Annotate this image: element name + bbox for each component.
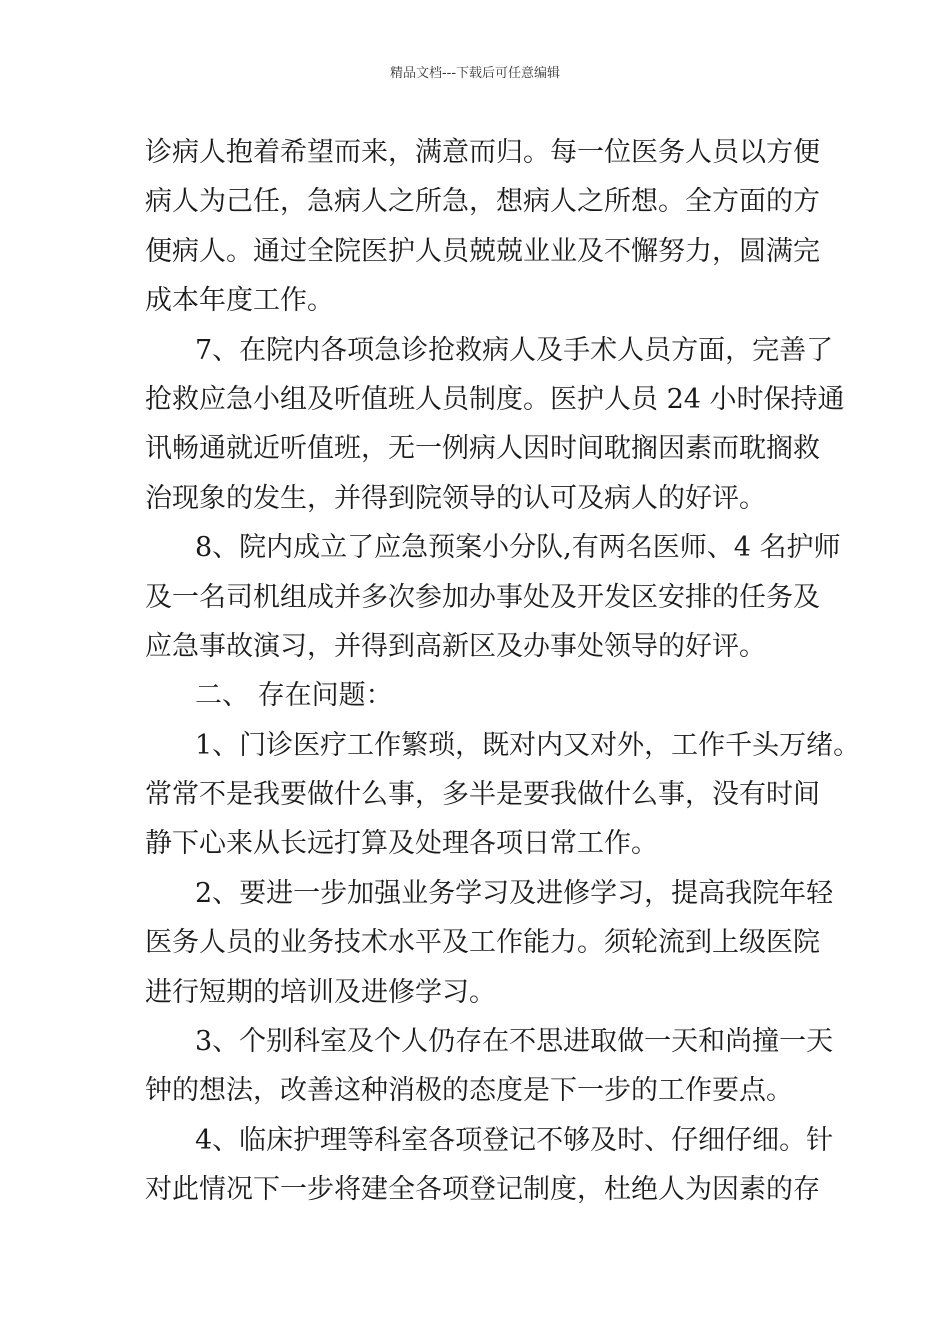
paragraph bbox=[145, 721, 861, 869]
text-line: 医务人员的业务技术水平及工作能力。须轮流到上级医院 bbox=[145, 927, 820, 959]
text-line: 应急事故演习，并得到高新区及办事处领导的好评。 bbox=[145, 630, 766, 662]
text-line: 进行短期的培训及进修学习。 bbox=[145, 976, 496, 1008]
text-line: 二、 存在问题： bbox=[195, 680, 393, 712]
text-line: 常常不是我要做什么事，多半是要我做什么事，没有时间 bbox=[145, 779, 820, 811]
text-line: 成本年度工作。 bbox=[145, 285, 334, 317]
paragraph bbox=[145, 1017, 834, 1116]
text-line: 诊病人抱着希望而来，满意而归。每一位医务人员以方便 bbox=[145, 137, 820, 168]
text-line: 抢救应急小组及听值班人员制度。医护人员 24 小时保持通 bbox=[145, 383, 845, 415]
text-line: 对此情况下一步将建全各项登记制度，杜绝人为因素的存 bbox=[145, 1174, 820, 1206]
paragraph bbox=[145, 869, 834, 1017]
paragraph bbox=[145, 326, 845, 524]
paragraph bbox=[145, 523, 841, 671]
text-line: 钟的想法，改善这种消极的态度是下一步的工作要点。 bbox=[145, 1075, 793, 1107]
paragraph bbox=[145, 128, 820, 326]
text-line: 病人为己任，急病人之所急，想病人之所想。全方面的方 bbox=[145, 186, 820, 218]
page-header: 精品文档---下载后可任意编辑 bbox=[389, 66, 561, 81]
text-line: 讯畅通就近听值班，无一例病人因时间耽搁因素而耽搁救 bbox=[145, 433, 820, 465]
text-line: 1、门诊医疗工作繁琐，既对内又对外，工作千头万绪。 bbox=[195, 729, 861, 761]
text-line: 静下心来从长远打算及处理各项日常工作。 bbox=[145, 828, 658, 860]
text-line: 4、临床护理等科室各项登记不够及时、仔细仔细。针 bbox=[195, 1124, 834, 1156]
text-line: 及一名司机组成并多次参加办事处及开发区安排的任务及 bbox=[145, 581, 820, 613]
text-line: 8、院内成立了应急预案小分队,有两名医师、4 名护师 bbox=[195, 532, 841, 564]
paragraph bbox=[145, 1116, 834, 1215]
paragraph bbox=[145, 671, 810, 720]
text-line: 便病人。通过全院医护人员兢兢业业及不懈努力，圆满完 bbox=[145, 235, 820, 267]
text-line: 3、个别科室及个人仍存在不思进取做一天和尚撞一天 bbox=[195, 1026, 834, 1058]
text-line: 治现象的发生，并得到院领导的认可及病人的好评。 bbox=[145, 482, 766, 514]
text-line: 2、要进一步加强业务学习及进修学习，提高我院年轻 bbox=[195, 877, 834, 909]
document-body bbox=[145, 128, 861, 1215]
text-line: 7、在院内各项急诊抢救病人及手术人员方面，完善了 bbox=[195, 334, 834, 366]
